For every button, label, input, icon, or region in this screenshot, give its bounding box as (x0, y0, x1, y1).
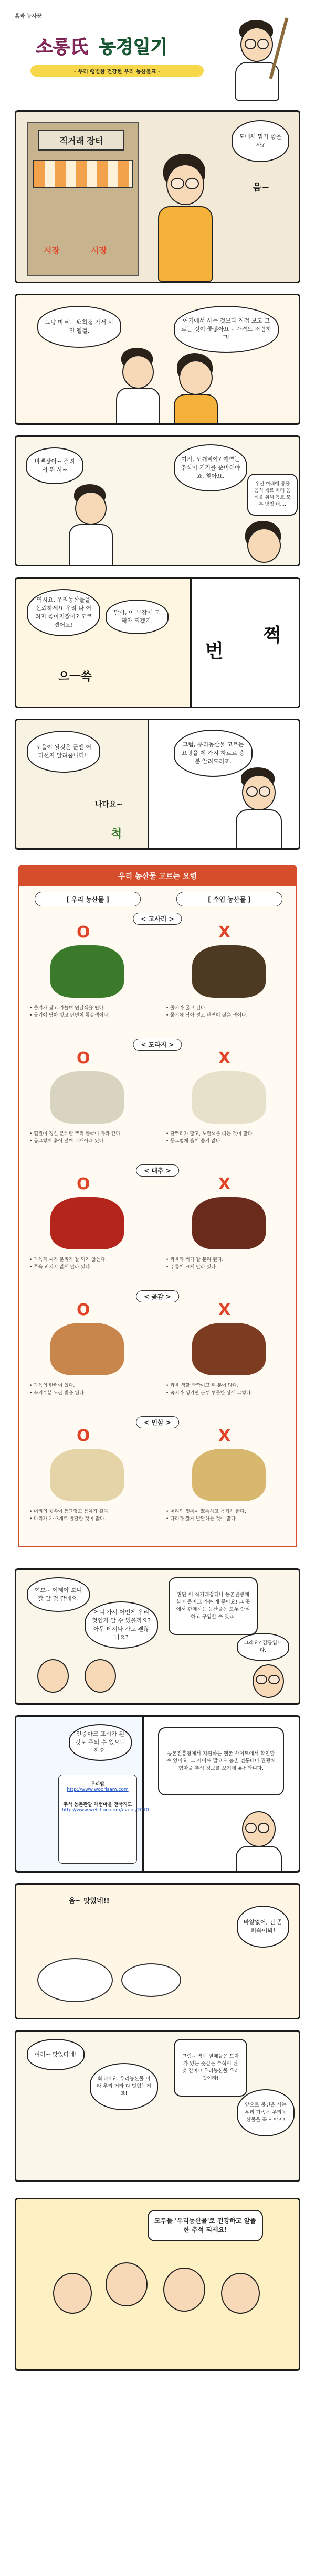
genuine-description: • 과육과 씨가 분리가 잘 되지 않는다. • 쭈욱 퍼지지 않게 말라 있다. (29, 1257, 107, 1270)
speech-bubble-right: 그럼~ 역시 열매들은 모자가 있는 뜻깊은 추석이 된 것 같아!! 우리농산물 우리 것이라! (174, 2039, 247, 2097)
skewer-dish (37, 1958, 113, 2002)
speech-bubble-right: 판단 이 직거래장터나 농촌관광체험 마을이고 가는 게 좋아요! 그 곳에서 판매하는 농산물은 모두 안심하고 구입할 수 있죠. (169, 1577, 258, 1635)
imported-sample-image (192, 1323, 266, 1375)
left-subpanel (16, 1717, 149, 1873)
imported-mark: X (218, 1175, 231, 1193)
genuine-sample-image (50, 1071, 124, 1124)
category-label: < 곶감 > (136, 1290, 179, 1302)
category-label: < 대추 > (136, 1164, 179, 1177)
speech-bubble-mid: 최고에요. 우리농산물 이라 우리 거라 다 맛있는거죠! (90, 2063, 158, 2110)
genuine-sample-image (50, 1197, 124, 1249)
expert-character (226, 767, 289, 850)
speech-bubble-right: 여기, 도깨비야? 예쁘는 추석이 거기를 준비해야죠. 찾아요. (174, 444, 247, 491)
genuine-mark: O (77, 923, 90, 942)
couple-characters (27, 1654, 142, 1705)
awning (33, 160, 133, 188)
imported-mark: X (218, 1049, 231, 1067)
stall-label-2: 시장 (91, 245, 107, 255)
speech-bubble-right: 그럼, 우리농산물 고르는 요령을 제 가지 하르르 충분 알려드리죠. (174, 730, 253, 777)
category-row (19, 913, 296, 1039)
speech-bubble-right: 바알없어, 긴 좀 퍼쭉어봐! (237, 1906, 289, 1948)
imported-sample-image (192, 945, 266, 998)
speech-bubble-left: 여러~ 맛있다네! (27, 2039, 85, 2070)
category-row (19, 1164, 296, 1290)
genuine-description: • 껍질이 정실 분레할 뿌리 한국이 자라 같다. • 등그렇게 흙이 덮여 고개아래 있다. (29, 1131, 122, 1144)
speech-bubble-left: 도움이 될것은 군엔 어디선지 알려줍니다!! (27, 731, 100, 773)
imported-mark: X (218, 1301, 231, 1319)
speech-bubble-left: 바쁘잖아~ 걸려서 뭐 사~ (26, 447, 83, 484)
panel-family (15, 2030, 300, 2182)
panel-websites (15, 1715, 300, 1873)
comic-header (15, 12, 300, 101)
column-ours: [ 우리 농산물 ] (35, 892, 141, 906)
stall-label-1: 시장 (44, 245, 60, 255)
panel-where (15, 1568, 300, 1705)
imported-description: • 잔뿌리가 많고, 노란색을 띠는 것이 많다. • 등그렇게 흙이 좋지 않다. (166, 1131, 254, 1144)
category-label: < 도라지 > (133, 1039, 182, 1051)
sound-effect: 음~ (253, 182, 270, 193)
sound-effect-left: 으ㅡ쓱 (58, 670, 92, 683)
market-gate (27, 122, 139, 276)
category-label: < 고사리 > (133, 913, 182, 925)
title-part2: 농경일기 (99, 37, 168, 58)
speech-bubble-small: 우선 여래에 종물 음식 재료 차례 음식을 위해 동료 모두 방정 너.... (247, 474, 298, 516)
sound-effect-flash-2: 쩍 (263, 625, 281, 646)
speech-bubble-right: 농촌진흥청에서 지원하는 웰촌 사이트에서 확인할 수 있어요. 그 사이트 말고도 농촌 전통테마 관광체험마을 추석 정보를 보기에 유용합니다. (158, 1727, 284, 1795)
left-subpanel (16, 720, 149, 850)
panel-busy (15, 435, 300, 566)
man-character (64, 484, 116, 566)
panel-finale (15, 2198, 300, 2371)
speech-bubble-mid: 말아, 이 부장에 모해와 되겠지. (106, 600, 169, 634)
expert-character (226, 1806, 289, 1873)
imported-mark: X (218, 923, 231, 942)
website-box (58, 1775, 149, 1864)
speech-bubble-left: 여보~ 이제야 보니 잘 알 것 같네요. (27, 1577, 90, 1612)
man-character (111, 348, 163, 425)
imported-sample-image (192, 1197, 266, 1249)
imported-sample-image (192, 1071, 266, 1124)
sound-effect-flash-1: 번 (205, 640, 224, 662)
genuine-mark: O (77, 1301, 90, 1319)
genuine-sample-image (50, 1449, 124, 1501)
sound-effect: 척 (111, 828, 122, 841)
speech-bubble-left: 그냥 마트나 백화점 가서 사면 될걸. (37, 306, 121, 348)
speech-bubble: 도대체 뭐가 좋을까? (232, 120, 289, 162)
imported-description: • 과육과 씨가 잘 분리 된다. • 주름이 크게 말라 있다. (166, 1257, 224, 1270)
speech-bubble-left: 역시요, 우리농산물을 신뢰하세요 우리 다 어려지 좋아지잖아? 모르겠어요! (27, 589, 100, 636)
speech-bubble-left: 인증마크 표시가 된 것도 주의 수 있으니까요. (69, 1724, 132, 1761)
panel-expert (15, 719, 300, 850)
guide-body (18, 886, 297, 1547)
panel-market (15, 110, 300, 283)
speech-bubble-final: 모두들 '우리농산물'로 건강하고 알뜰한 추석 되세요! (148, 2210, 263, 2241)
genuine-mark: O (77, 1175, 90, 1193)
speech-bubble-small: 그래요? 감동입니다. (237, 1633, 289, 1661)
panel-meal (15, 1883, 300, 2019)
category-row (19, 1416, 296, 1542)
woman-character (169, 353, 221, 425)
genuine-mark: O (77, 1427, 90, 1445)
panel-convince (15, 577, 300, 708)
title-subtitle: - 우리 땡볕한 건강한 우리 농산물표 - (30, 65, 204, 77)
rice-cake-dish (121, 1963, 181, 1997)
sound-effect-2: 나다요~ (95, 800, 123, 809)
category-label: < 인삼 > (136, 1416, 179, 1428)
site-link-2[interactable]: http://www.welchon.com/event/2010 (62, 1808, 149, 1813)
woman-character (148, 154, 221, 283)
column-imported: [ 수입 농산물 ] (176, 892, 282, 906)
sound-effect: 음~ 맛있네!! (69, 1897, 110, 1905)
family-characters (48, 2257, 279, 2371)
genuine-description: • 과육의 탄력이 있다. • 꼭지부분 노란 빛을 뛴다. (29, 1383, 86, 1396)
category-row (19, 1290, 296, 1416)
woman-character (237, 521, 289, 566)
speech-bubble-left-2: 어디 가서 어떤게 우리 것인지 알 수 있을까요? 아무 데서나 사도 괜찮나요? (85, 1601, 158, 1649)
imported-sample-image (192, 1449, 266, 1501)
genuine-sample-image (50, 945, 124, 998)
genuine-sample-image (50, 1323, 124, 1375)
speech-bubble-right: 여기에서 사는 것보다 직접 보고 고르는 것이 좋잖아요~ 가격도 저렴하고! (174, 306, 279, 353)
expert-character (242, 1659, 295, 1705)
site-label-1: 우리밥 (90, 1782, 105, 1787)
title-part1: 소롱氏 (36, 37, 88, 58)
title-banner (36, 33, 193, 80)
genuine-mark: O (77, 1049, 90, 1067)
category-row (19, 1039, 296, 1164)
host-character (225, 17, 288, 101)
guide-title: 우리 농산물 고르는 요령 (18, 865, 297, 886)
genuine-description: • 줄기가 짧고 가늘며 연갈색을 띤다. • 물기에 담아 찧고 단면이 황갈색이다. (29, 1006, 110, 1018)
site-link-1[interactable]: http://www.woorisam.com (67, 1787, 129, 1792)
imported-description: • 줄기가 굵고 길다. • 물기에 담아 찧고 단면이 짙은 색이다. (166, 1006, 248, 1018)
imported-description: • 과육 색깔 반짝이고 흰 분이 많다. • 꼭지가 생기면 둔부 투둘한 상에 그렇다. (166, 1383, 253, 1396)
imported-mark: X (218, 1427, 231, 1445)
market-sign: 직거래 장터 (38, 130, 124, 151)
brand-label: 흙과 농사꾼 (15, 14, 42, 19)
genuine-description: • 머리의 윗쪽이 동그랗고 몸체가 길다. • 다리가 2~3개로 발달한 것이 많다. (29, 1509, 110, 1522)
panel-market-talk (15, 294, 300, 425)
speech-bubble-right-2: 앞으로 물건을 사는 우리 가족은 우리농산물을 꼭 사야지! (237, 2089, 295, 2136)
imported-description: • 머리의 윗쪽이 뾰족하고 몸체가 짧다. • 다리가 짧게 발달하는 것이 많다. (166, 1509, 246, 1522)
site-label-2: 추석 농촌관광 체험마을 전국지도 (63, 1802, 132, 1808)
